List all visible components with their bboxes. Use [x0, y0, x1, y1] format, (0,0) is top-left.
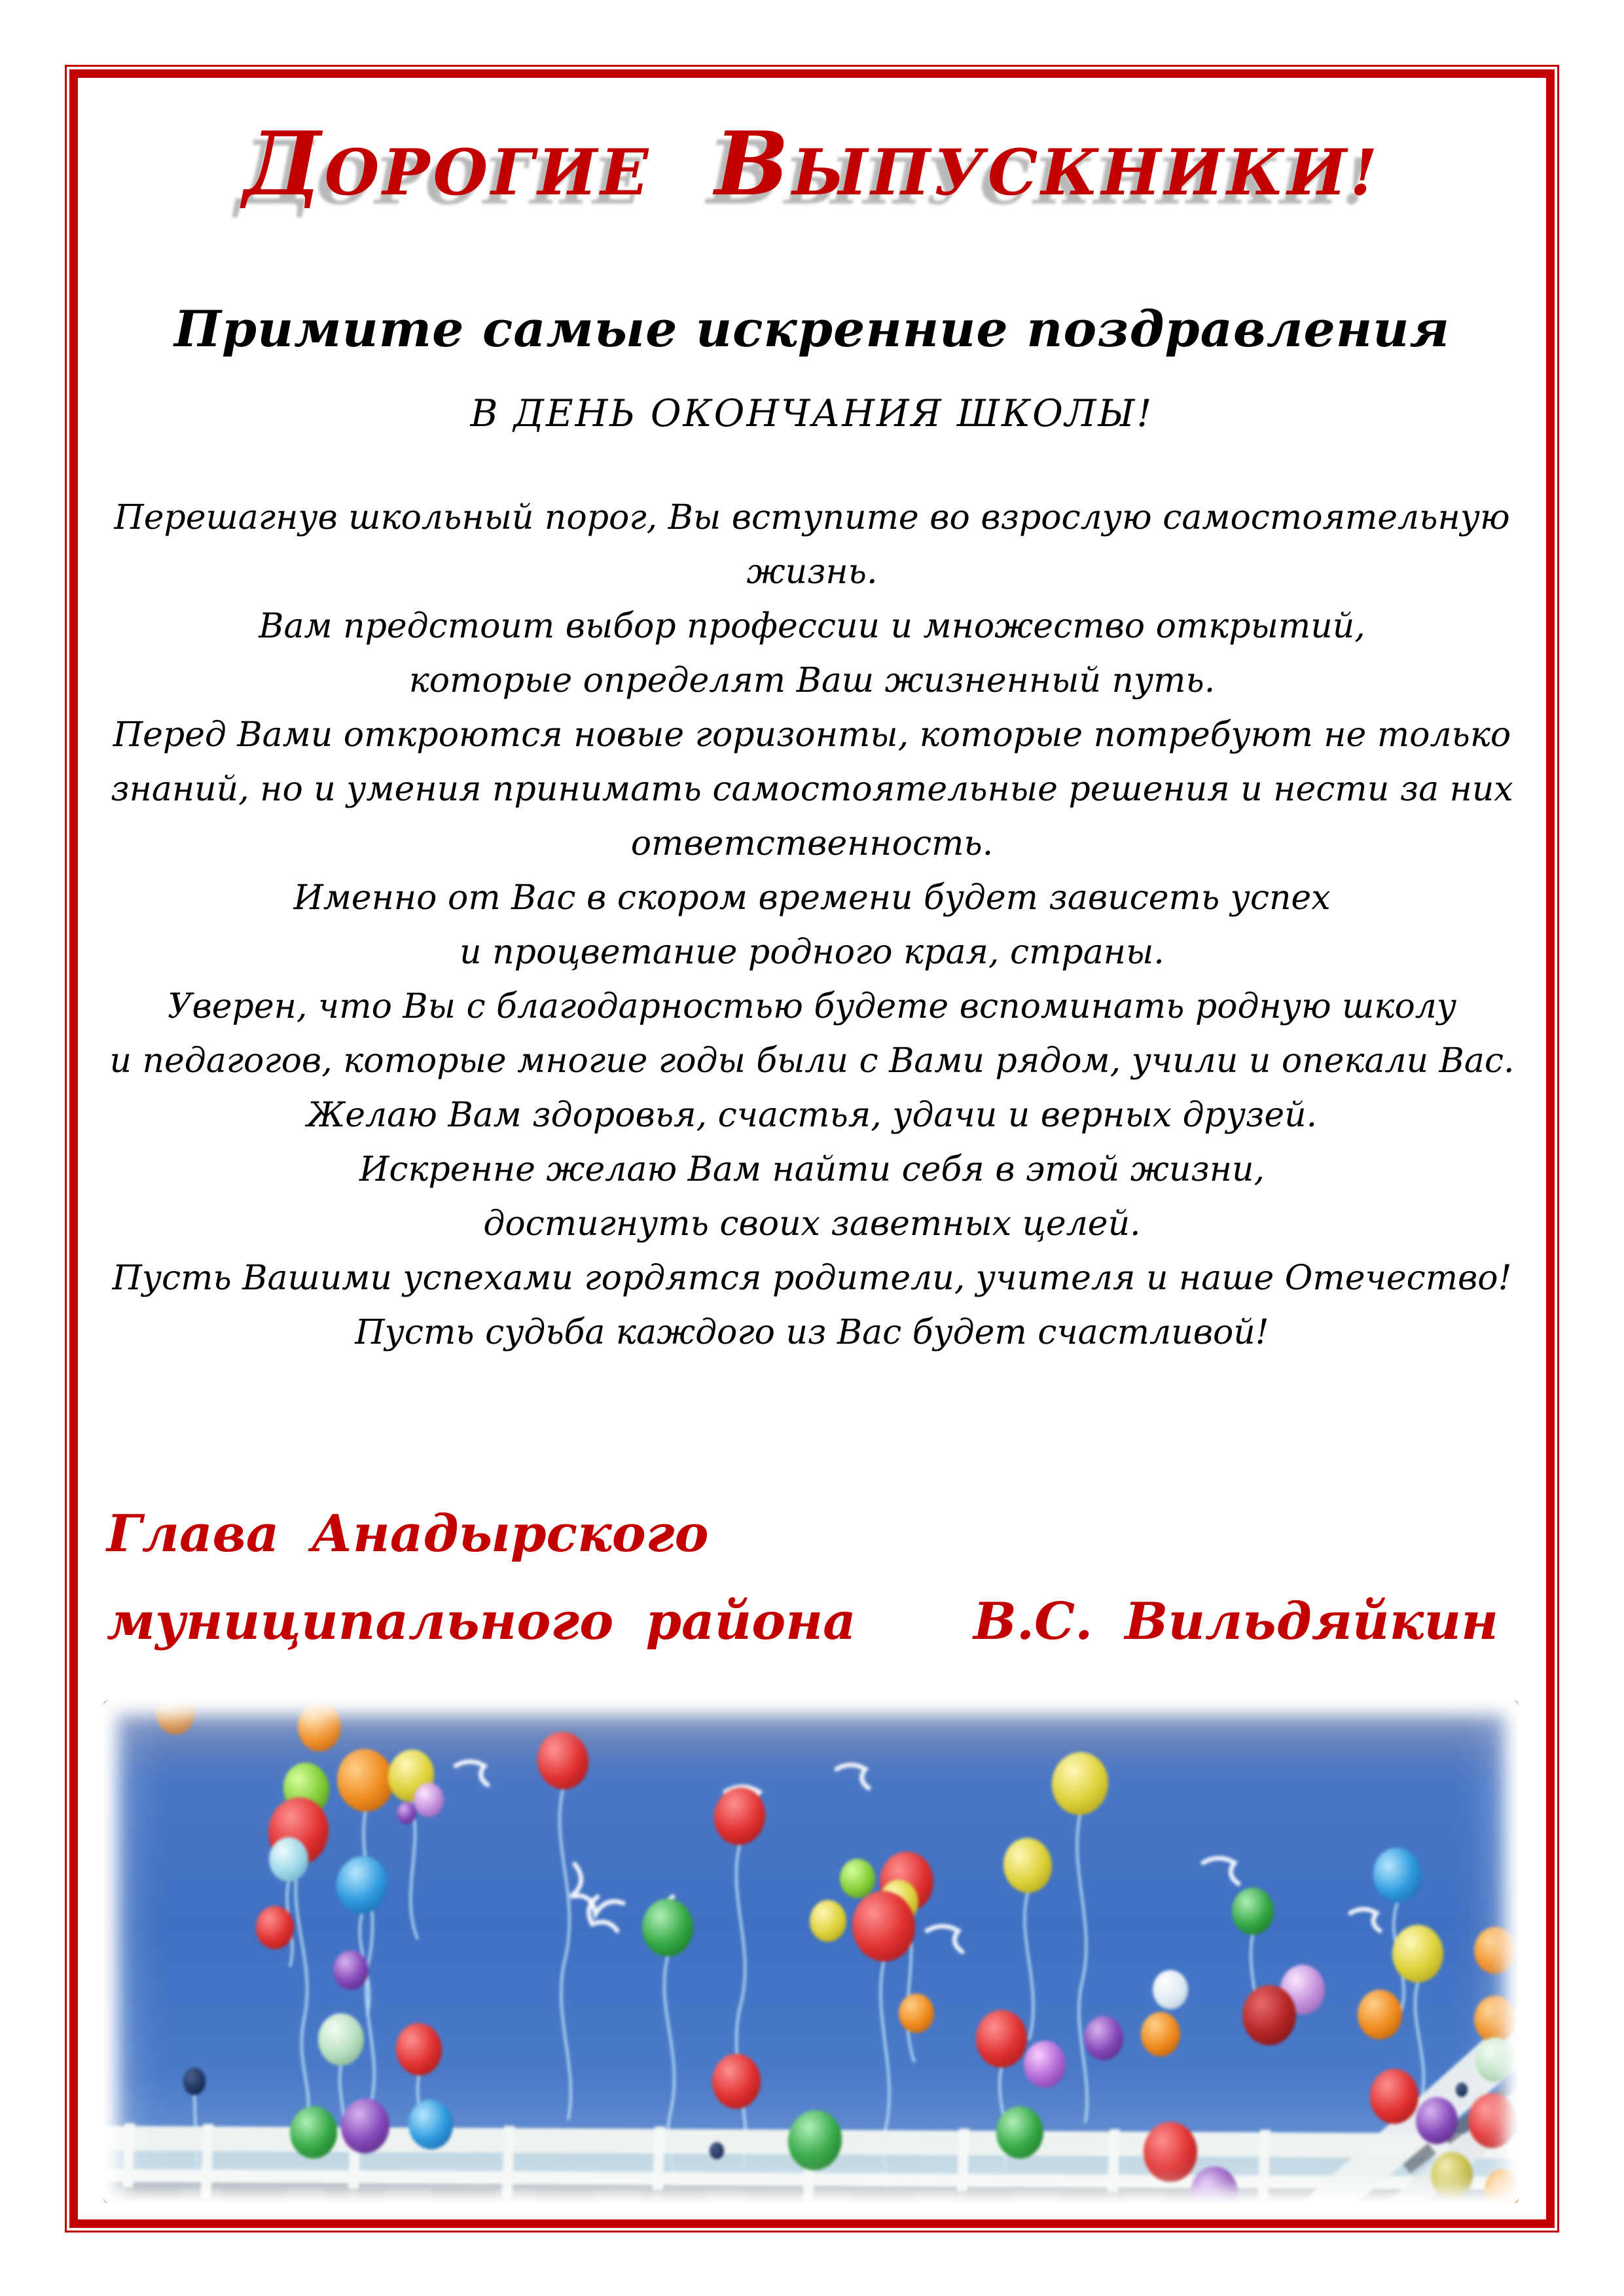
title-word2-initial: В [714, 112, 793, 215]
message-line: и педагогов, которые многие годы были с Вами рядом, учили и опекали Вас. [109, 1041, 1515, 1081]
message-line: ответственность. [630, 824, 994, 863]
balloons-photo [103, 1700, 1519, 2203]
message-line: Искренне желаю Вам найти себя в этой жизни, [359, 1150, 1265, 1189]
message-body [84, 491, 1540, 1360]
message-line: Перешагнув школьный порог, Вы вступите во взрослую самостоятельную жизнь. [114, 498, 1510, 592]
message-line: Пусть судьба каждого из Вас будет счастливой! [355, 1313, 1269, 1352]
title-word2-rest: ЫПУСКНИКИ [792, 135, 1350, 209]
title-word1-rest: ОРОГИЕ [324, 135, 652, 209]
page-title [0, 110, 1624, 226]
message-line: Уверен, что Вы с благодарностью будете вспоминать родную школу [167, 987, 1457, 1026]
signature-role-line1: Глава Анадырского [107, 1504, 709, 1564]
message-line: и процветание родного края, страны. [460, 933, 1164, 972]
message-line: достигнуть своих заветных целей. [483, 1204, 1141, 1244]
message-line: знаний, но и умения принимать самостоятельные решения и нести за них [111, 770, 1513, 809]
title-word2 [714, 112, 1381, 215]
greeting-line: Примите самые искренние поздравления [174, 300, 1450, 358]
title-word1 [243, 112, 652, 215]
occasion-line: В ДЕНЬ ОКОНЧАНИЯ ШКОЛЫ! [470, 392, 1154, 435]
message-line: Желаю Вам здоровья, счастья, удачи и верных друзей. [306, 1096, 1318, 1135]
signature-block [107, 1499, 1498, 1657]
message-line: Именно от Вас в скором времени будет зависеть успех [293, 878, 1331, 918]
signature-role-line2: муниципального района [107, 1592, 856, 1651]
message-line: Вам предстоит выбор профессии и множество открытий, [259, 607, 1365, 646]
balloons-illustration [103, 1700, 1519, 2203]
title-exclamation: ! [1350, 135, 1381, 209]
message-line: Перед Вами откроются новые горизонты, которые потребуют не только [113, 715, 1511, 755]
signature-row2 [107, 1587, 1498, 1657]
signature-name: В.С. Вильдяйкин [973, 1592, 1498, 1651]
message-line: которые определят Ваш жизненный путь. [408, 661, 1216, 700]
message-line: Пусть Вашими успехами гордятся родители, учителя и наше Отечество! [112, 1259, 1512, 1298]
title-word1-initial: Д [243, 112, 325, 215]
